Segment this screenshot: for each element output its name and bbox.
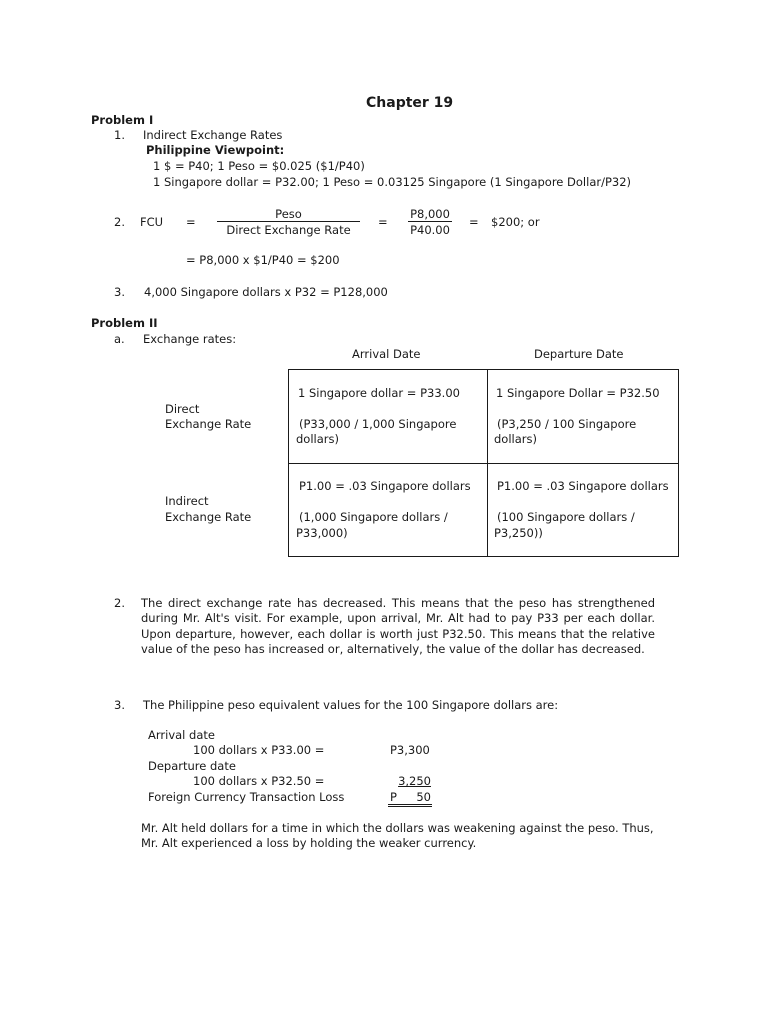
item-1-number: 1. <box>114 128 125 142</box>
indirect-arrival-calc-cont: P33,000) <box>296 526 348 540</box>
item-3-number: 3. <box>114 285 125 299</box>
fcu-label: FCU <box>140 215 164 229</box>
direct-arrival-calc: (P33,000 / 1,000 Singapore <box>299 417 457 431</box>
indirect-departure-calc-cont: P3,250)) <box>494 526 543 540</box>
direct-departure-calc: (P3,250 / 100 Singapore <box>497 417 637 431</box>
item-2-number: 2. <box>114 215 125 229</box>
arrival-calculation: 100 dollars x P33.00 = <box>193 743 325 757</box>
equals-sign-1: = <box>186 215 196 229</box>
item-2b-number: 2. <box>114 596 125 610</box>
row-label-indirect-2: Exchange Rate <box>165 510 252 524</box>
fcu-result: $200; or <box>491 215 540 229</box>
conclusion-paragraph: Mr. Alt held dollars for a time in which the dollars was weakening against the peso. Thus, Mr. Alt experienced a loss by holding the weaker currency. <box>141 821 654 851</box>
indirect-departure-calc: (100 Singapore dollars / <box>497 510 635 524</box>
indirect-arrival-rate: P1.00 = .03 Singapore dollars <box>299 479 471 493</box>
item-a-number: a. <box>114 332 125 346</box>
equals-sign-3: = <box>469 215 479 229</box>
arrival-date-label: Arrival date <box>148 728 215 742</box>
value-fraction-bar <box>408 221 452 222</box>
departure-date-label: Departure date <box>148 759 236 773</box>
fraction-numerator: Peso <box>275 207 302 221</box>
philippine-viewpoint-label: Philippine Viewpoint: <box>146 143 285 157</box>
departure-value: 3,250 <box>398 774 431 788</box>
fcu-alternative-line: = P8,000 x $1/P40 = $200 <box>186 253 340 267</box>
row-label-direct-2: Exchange Rate <box>165 417 252 431</box>
direct-departure-rate: 1 Singapore Dollar = P32.50 <box>496 386 660 400</box>
departure-calculation: 100 dollars x P32.50 = <box>193 774 325 788</box>
indirect-departure-rate: P1.00 = .03 Singapore dollars <box>497 479 669 493</box>
item-3-text: 4,000 Singapore dollars x P32 = P128,000 <box>144 285 388 299</box>
exchange-rates-label: Exchange rates: <box>143 332 237 346</box>
fraction-bar <box>217 221 360 222</box>
value-denominator: P40.00 <box>410 223 450 237</box>
loss-currency: P <box>390 790 397 804</box>
fraction-denominator: Direct Exchange Rate <box>226 223 351 237</box>
problem-2-heading: Problem II <box>91 316 158 330</box>
arrival-value: P3,300 <box>390 743 430 757</box>
item-1-title: Indirect Exchange Rates <box>143 128 283 142</box>
problem-1-heading: Problem I <box>91 113 154 127</box>
row-label-direct-1: Direct <box>165 402 200 416</box>
row-label-indirect-1: Indirect <box>165 494 209 508</box>
rate-line-2: 1 Singapore dollar = P32.00; 1 Peso = 0.03125 Singapore (1 Singapore Dollar/P32) <box>153 175 632 189</box>
item-3b-intro: The Philippine peso equivalent values for the 100 Singapore dollars are: <box>143 698 559 712</box>
loss-underline-2 <box>388 806 432 807</box>
value-numerator: P8,000 <box>410 207 450 221</box>
loss-underline-1 <box>388 804 432 805</box>
direct-departure-calc-cont: dollars) <box>494 432 537 446</box>
direct-arrival-calc-cont: dollars) <box>296 432 339 446</box>
column-header-arrival: Arrival Date <box>352 347 421 361</box>
item-2b-paragraph: The direct exchange rate has decreased. This means that the peso has strengthened during Mr. Alt's visit. For example, upon arrival, Mr. Alt had to pay P33 per each dollar. Upon departure, however, each dollar is worth just P32.50. This means that the relative value of the peso has increased or, alternatively, the value of the dollar has decreased. <box>141 596 655 656</box>
chapter-title: Chapter 19 <box>366 95 454 111</box>
indirect-arrival-calc: (1,000 Singapore dollars / <box>299 510 448 524</box>
loss-label: Foreign Currency Transaction Loss <box>148 790 345 804</box>
item-3b-number: 3. <box>114 698 125 712</box>
direct-arrival-rate: 1 Singapore dollar = P33.00 <box>298 386 460 400</box>
loss-value: 50 <box>416 790 431 804</box>
rate-line-1: 1 $ = P40; 1 Peso = $0.025 ($1/P40) <box>153 159 365 173</box>
column-header-departure: Departure Date <box>534 347 624 361</box>
equals-sign-2: = <box>378 215 388 229</box>
